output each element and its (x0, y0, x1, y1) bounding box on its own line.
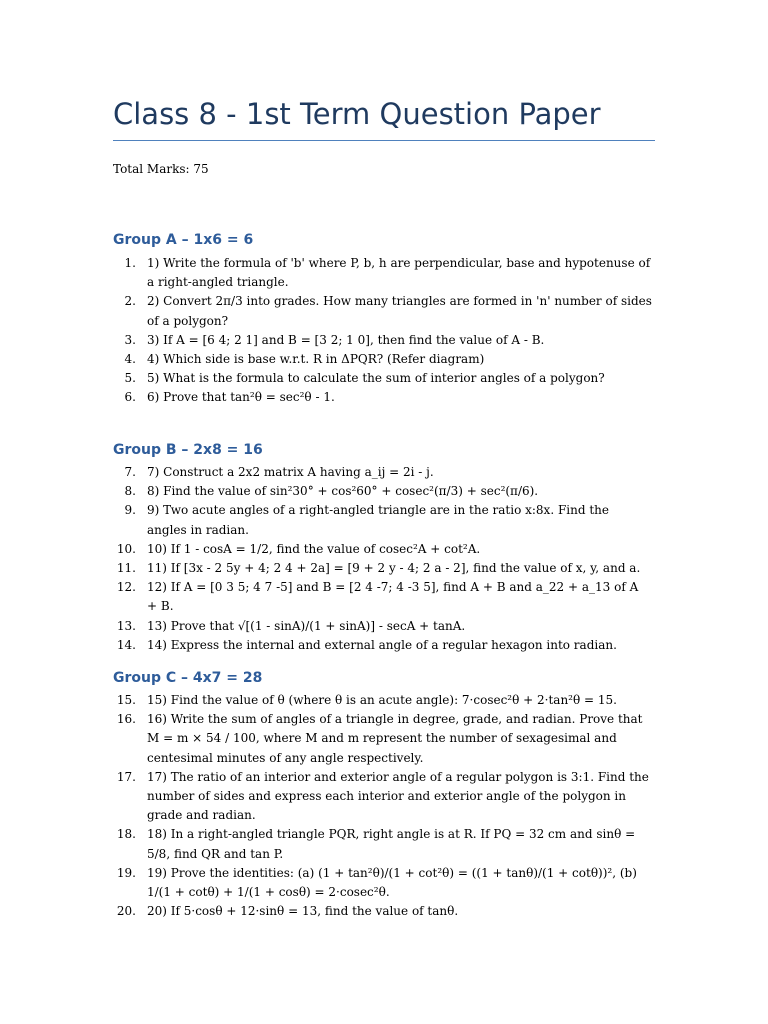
question-number: 18. (116, 827, 136, 842)
question-number: 7. (124, 465, 136, 479)
question-number: 9. (124, 503, 136, 518)
question-item (112, 825, 652, 863)
question-text: 17) The ratio of an interior and exterior angle of a regular polygon is 3:1. Find the number of sides and express each interior and exterior angle of the polygon in grade and radian. (147, 769, 649, 823)
group-a-question-list (112, 254, 652, 408)
question-number: 1. (124, 256, 136, 270)
question-number: 12. (116, 580, 136, 595)
question-number: 14. (116, 637, 136, 652)
question-number: 10. (116, 541, 136, 556)
question-item (112, 710, 652, 768)
group-a-heading: Group A – 1x6 = 6 (113, 232, 254, 248)
question-item (112, 350, 652, 369)
question-item (112, 369, 652, 388)
group-c-heading: Group C – 4x7 = 28 (113, 670, 263, 686)
group-c-question-list (112, 691, 652, 921)
question-text: 14) Express the internal and external angle of a regular hexagon into radian. (147, 637, 617, 652)
question-text: 5) What is the formula to calculate the sum of interior angles of a polygon? (147, 371, 605, 386)
question-item (112, 388, 652, 407)
question-text: 18) In a right-angled triangle PQR, right angle is at R. If PQ = 32 cm and sinθ = 5/8, find QR and tan P. (147, 827, 636, 861)
question-item (112, 864, 652, 902)
question-number: 8. (124, 484, 136, 499)
question-number: 15. (116, 693, 136, 707)
question-item (112, 559, 652, 578)
question-number: 13. (116, 618, 136, 633)
question-text: 3) If A = [6 4; 2 1] and B = [3 2; 1 0], then find the value of A - B. (147, 332, 545, 347)
question-text: 12) If A = [0 3 5; 4 7 -5] and B = [2 4 -7; 4 -3 5], find A + B and a_22 + a_13 of A + B. (147, 580, 639, 614)
question-item (112, 768, 652, 826)
question-item (112, 501, 652, 539)
question-number: 6. (124, 390, 136, 405)
question-number: 3. (124, 332, 136, 347)
question-item (112, 463, 652, 482)
question-text: 8) Find the value of sin²30° + cos²60° + cosec²(π/3) + sec²(π/6). (147, 484, 539, 499)
question-text: 9) Two acute angles of a right-angled triangle are in the ratio x:8x. Find the angles in radian. (147, 503, 609, 537)
question-number: 17. (116, 769, 136, 784)
question-item (112, 331, 652, 350)
question-number: 11. (116, 561, 136, 576)
question-item (112, 578, 652, 616)
total-marks: Total Marks: 75 (113, 162, 209, 176)
question-item (112, 617, 652, 636)
question-text: 15) Find the value of θ (where θ is an acute angle): 7·cosec²θ + 2·tan²θ = 15. (147, 693, 617, 707)
title-underline (113, 140, 655, 141)
question-item (112, 902, 652, 921)
question-text: 4) Which side is base w.r.t. R in ΔPQR? (Refer diagram) (147, 352, 485, 367)
question-number: 19. (116, 865, 136, 880)
question-text: 20) If 5·cosθ + 12·sinθ = 13, find the value of tanθ. (147, 904, 459, 919)
question-item (112, 540, 652, 559)
question-text: 2) Convert 2π/3 into grades. How many triangles are formed in 'n' number of sides of a polygon? (147, 294, 652, 328)
question-number: 4. (124, 352, 136, 367)
question-number: 2. (124, 294, 136, 309)
question-item (112, 292, 652, 330)
question-text: 7) Construct a 2x2 matrix A having a_ij = 2i - j. (147, 465, 434, 479)
question-item (112, 636, 652, 655)
question-text: 16) Write the sum of angles of a triangle in degree, grade, and radian. Prove that M = m × 54 / 100, where M and m represent the number of sexagesimal and centesimal minutes of any angle respectively. (147, 712, 643, 765)
group-b-question-list (112, 463, 652, 655)
question-text: 6) Prove that tan²θ = sec²θ - 1. (147, 390, 335, 405)
question-text: 19) Prove the identities: (a) (1 + tan²θ)/(1 + cot²θ) = ((1 + tanθ)/(1 + cotθ))², (b) 1/(1 + cotθ) + 1/(1 + cosθ) = 2·cosec²θ. (147, 865, 637, 900)
question-item (112, 691, 652, 710)
question-number: 16. (116, 712, 136, 727)
question-item (112, 482, 652, 501)
question-text: 13) Prove that √[(1 - sinA)/(1 + sinA)] - secA + tanA. (147, 618, 466, 633)
page-title: Class 8 - 1st Term Question Paper (113, 97, 601, 131)
group-b-heading: Group B – 2x8 = 16 (113, 442, 263, 458)
question-text: 1) Write the formula of 'b' where P, b, h are perpendicular, base and hypotenuse of a right-angled triangle. (147, 256, 651, 290)
question-number: 20. (116, 904, 136, 919)
question-item (112, 254, 652, 292)
question-number: 5. (124, 371, 136, 386)
question-text: 10) If 1 - cosA = 1/2, find the value of cosec²A + cot²A. (147, 541, 481, 556)
question-text: 11) If [3x - 2 5y + 4; 2 4 + 2a] = [9 + 2 y - 4; 2 a - 2], find the value of x, y, and a. (147, 561, 641, 576)
